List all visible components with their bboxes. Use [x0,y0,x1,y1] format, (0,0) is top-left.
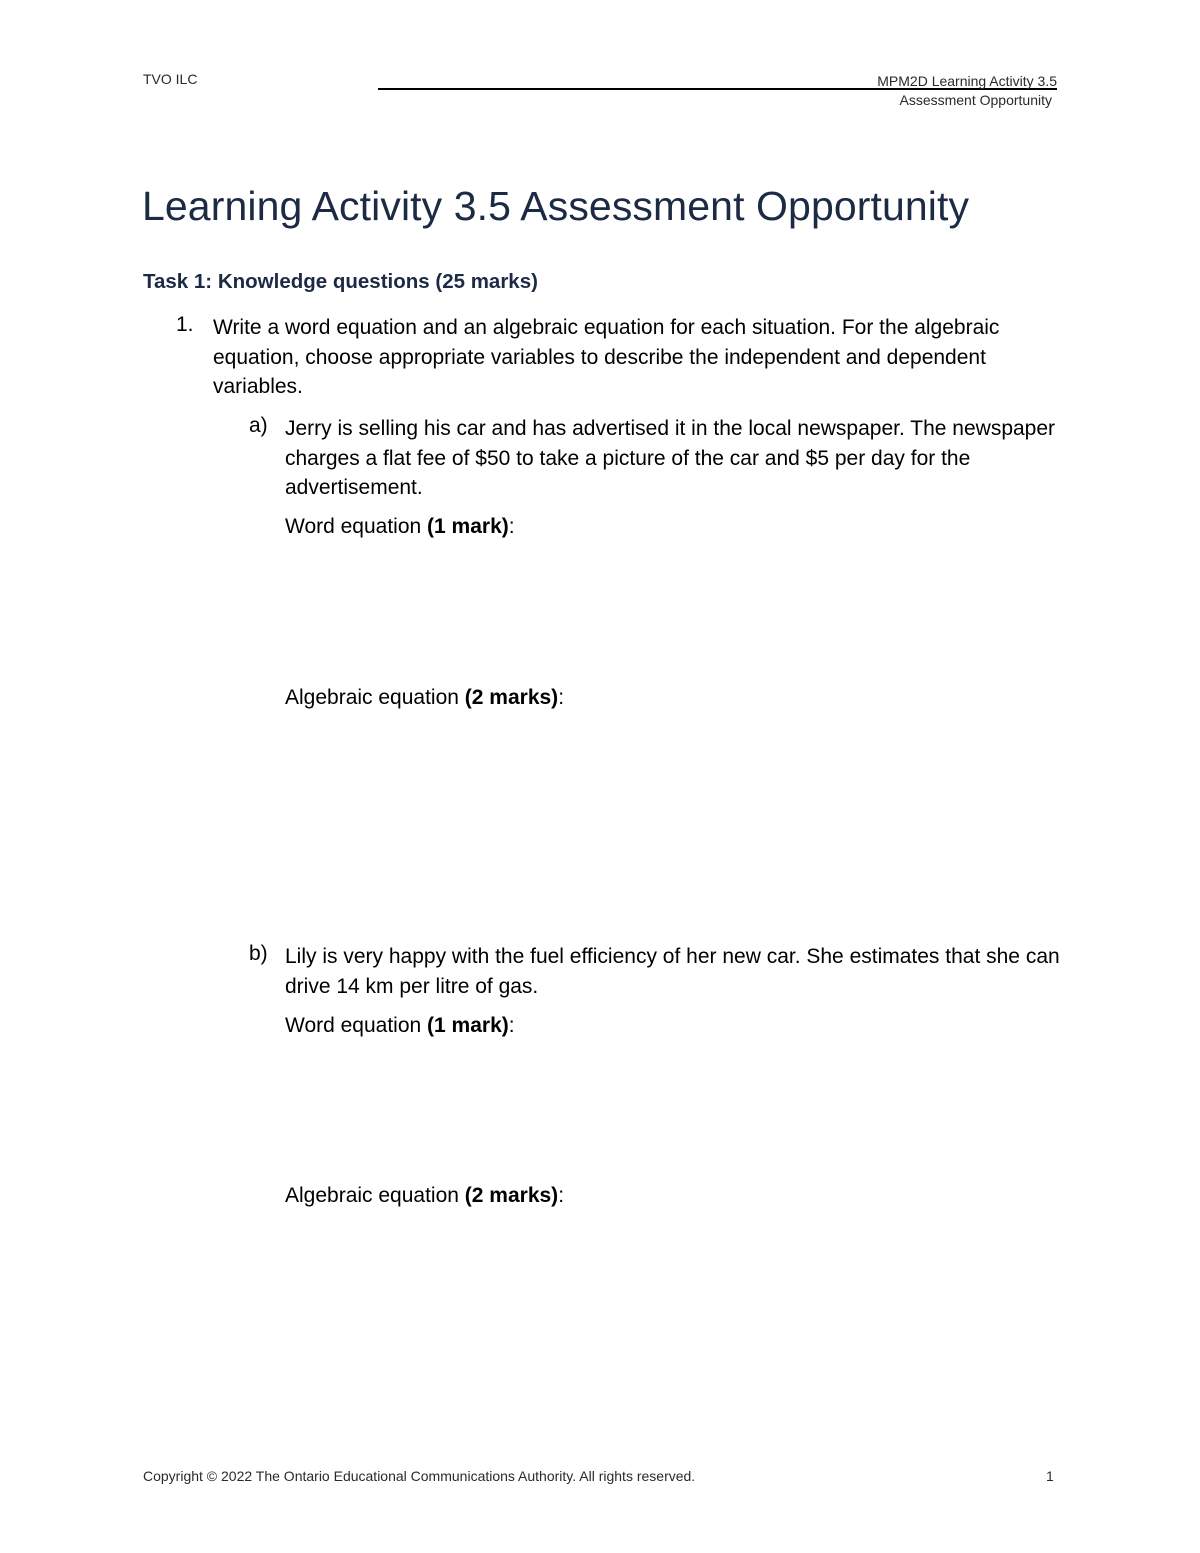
colon: : [508,1014,515,1037]
part-b-text: Lily is very happy with the fuel efficiency of her new car. She estimates that she can drive 14 km per litre of gas. [285,945,1060,998]
algebraic-equation-label: Algebraic equation [285,1184,465,1207]
colon: : [558,686,565,709]
marks-label: (1 mark) [427,1014,509,1037]
part-b-word-equation-prompt [285,1014,515,1038]
part-a-word-equation-prompt [285,515,515,539]
footer-copyright: Copyright © 2022 The Ontario Educational Communications Authority. All rights reserved. [143,1468,696,1484]
colon: : [558,1184,565,1207]
word-equation-label: Word equation [285,1014,428,1037]
marks-label: (2 marks) [464,1184,559,1207]
part-a-text: Jerry is selling his car and has advertised it in the local newspaper. The newspaper charges a flat fee of $50 to take a picture of the car and $5 per day for the advertisement. [285,417,1056,499]
question-text: Write a word equation and an algebraic equation for each situation. For the algebraic equation, choose appropriate variables to describe the independent and dependent variables. [213,316,1000,398]
word-equation-label: Word equation [285,515,428,538]
part-a-label: a) [249,414,268,437]
page-number: 1 [1046,1468,1054,1484]
header-course: MPM2D Learning Activity 3.5 [877,73,1057,89]
colon: : [508,515,515,538]
task-heading: Task 1: Knowledge questions (25 marks) [143,270,538,293]
part-b-label: b) [249,942,268,965]
page-title: Learning Activity 3.5 Assessment Opportunity [142,183,970,229]
algebraic-equation-label: Algebraic equation [285,686,465,709]
part-b-algebraic-equation-prompt [285,1184,564,1208]
marks-label: (1 mark) [427,515,509,538]
part-a-algebraic-equation-prompt [285,686,564,710]
marks-label: (2 marks) [464,686,559,709]
header-subtitle: Assessment Opportunity [899,92,1052,108]
header-org: TVO ILC [143,71,198,87]
question-number: 1. [176,313,194,336]
